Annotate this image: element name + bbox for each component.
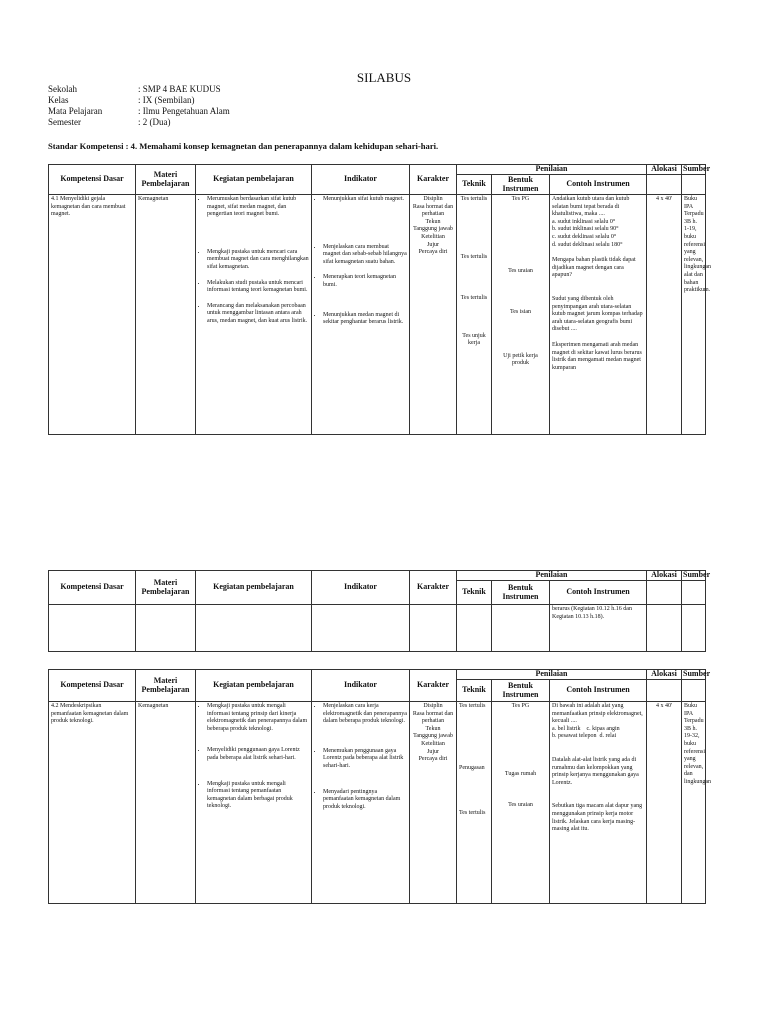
list-item: Sebutkan tiga macam alat dapur yang menggunakan prinsip kerja motor listrik. Jelaskan cara kerja masing-masing alat itu. xyxy=(552,803,643,833)
kd-cell: 4.2 Mendeskripsikan pemanfaatan kemagnetan dalam produk teknologi. xyxy=(49,702,136,904)
header-karakter: Karakter xyxy=(410,165,457,195)
info-value: : 2 (Dua) xyxy=(138,117,171,127)
list-item: Eksperimen mengamati arah medan magnet di sekitar kawat lurus berarus listrik dan mengamati medan magnet kumparan xyxy=(552,341,642,371)
list-item: Tes PG xyxy=(511,703,530,709)
info-subject xyxy=(48,106,348,116)
list-item: • Menyelidiki penggunaan gaya Lorentz pada beberapa alat listrik sehari-hari. xyxy=(207,747,309,762)
syllabus-table-3 xyxy=(48,669,711,904)
list-item: Rasa hormat dan perhatian xyxy=(412,710,454,725)
indikator-cell xyxy=(312,195,410,435)
list-item: Tes tertulis xyxy=(460,295,488,302)
kd-cell: 4.1 Menyelidiki gejala kemagnetan dan cara membuat magnet. xyxy=(49,195,136,435)
header-materi: Materi Pembelajaran xyxy=(136,165,196,195)
list-item: Tes tertulis xyxy=(459,703,486,709)
list-item: Tes tertulis xyxy=(460,253,488,260)
list-item: Ketelitian xyxy=(421,740,445,747)
list-item: Percaya diri xyxy=(418,249,448,256)
header-bentuk: Bentuk Instrumen xyxy=(492,175,550,195)
list-item: Tes uraian xyxy=(508,802,533,809)
empty-cell xyxy=(49,605,136,652)
list-item: Tekun xyxy=(425,218,441,225)
empty-cell xyxy=(647,605,682,652)
syllabus-table-1 xyxy=(48,164,711,435)
header-sumber: Sumber xyxy=(683,570,711,580)
empty-cell xyxy=(196,605,312,652)
list-item: b. pesawat telepon d. relai xyxy=(552,733,617,740)
teknik-cell xyxy=(457,195,492,435)
list-item: • Melakukan studi pustaka untuk mencari informasi tentang teori kemagnetan bumi. xyxy=(207,280,309,295)
header-bentuk: Bentuk Instrumen xyxy=(492,680,550,702)
list-item: • Menemukan penggunaan gaya Lorentz pada beberapa alat listrik sehari-hari. xyxy=(323,748,407,771)
table-row xyxy=(49,605,706,652)
list-item: Rasa hormat dan perhatian xyxy=(412,203,454,218)
empty-cell xyxy=(682,680,706,702)
list-item: Penugasan xyxy=(459,764,485,771)
list-item: • Mengkaji pustaka untuk mencari cara membuat magnet dan cara menghilangkan sifat kemagnetan. xyxy=(207,249,309,272)
empty-cell xyxy=(682,581,706,605)
empty-cell xyxy=(647,175,682,195)
page-title: SILABUS xyxy=(356,70,412,85)
header-penilaian: Penilaian xyxy=(457,571,647,581)
header-indikator: Indikator xyxy=(312,165,410,195)
header-indikator: Indikator xyxy=(312,670,410,702)
info-semester xyxy=(48,117,348,127)
header-teknik: Teknik xyxy=(457,175,492,195)
header-contoh: Contoh Instrumen xyxy=(550,175,647,195)
header-teknik: Teknik xyxy=(457,680,492,702)
table-row xyxy=(49,195,706,435)
indikator-cell xyxy=(312,702,410,904)
header-karakter: Karakter xyxy=(410,571,457,605)
kegiatan-cell xyxy=(196,195,312,435)
header-materi: Materi Pembelajaran xyxy=(136,571,196,605)
list-item: Uji petik kerja produk xyxy=(503,352,538,367)
contoh-cell xyxy=(550,195,647,435)
list-item: • Menunjukkan sifat kutub magnet. xyxy=(323,196,407,204)
header-kd: Kompetensi Dasar xyxy=(49,165,136,195)
materi-cell: Kemagnetan xyxy=(136,195,196,435)
list-item: Ketelitian xyxy=(421,233,445,240)
list-item: Tugas rumah xyxy=(504,770,537,777)
sumber-cell: Buku IPA Terpadu 3B h. 1-19, buku referensi yang relevan, lingkungan alat dan bahan praktikum. xyxy=(682,195,706,435)
empty-cell xyxy=(410,605,457,652)
materi-cell: Kemagnetan xyxy=(136,702,196,904)
list-item: • Mengkaji pustaka untuk mengali informasi tentang pemanfaatan kemagnetan dalam berbagai produk teknologi. xyxy=(207,781,309,811)
list-item: Jujur xyxy=(427,748,439,755)
info-label: Sekolah xyxy=(48,84,77,94)
empty-cell xyxy=(647,581,682,605)
header-sumber: Sumber xyxy=(683,164,711,174)
sumber-cell: Buku IPA Terpadu 3B h. 19-32, buku referensi yang relevan, dan lingkungan xyxy=(682,702,706,904)
info-value: : SMP 4 BAE KUDUS xyxy=(138,84,221,94)
info-label: Semester xyxy=(48,117,81,127)
list-item: Tekun xyxy=(425,725,441,732)
info-label: Mata Pelajaran xyxy=(48,106,103,116)
list-item: Tes tertulis xyxy=(459,810,486,817)
header-kegiatan: Kegiatan pembelajaran xyxy=(196,165,312,195)
list-item: • Merancang dan melaksanakan percobaan untuk menggambar lintasan antara arah arus, medan magnet, dan kuat arus listrik. xyxy=(207,303,309,326)
header-alokasi: Alokasi xyxy=(647,571,682,581)
list-item: • Mengkaji pustaka untuk mengali informasi tentang prinsip dari kinerja elektromagnetik dan penerapannya dalam beberapa produk teknologi. xyxy=(207,703,309,733)
header-alokasi: Alokasi xyxy=(647,670,682,680)
header-alokasi: Alokasi xyxy=(647,165,682,175)
list-item: • Merumuskan berdasarkan sifat kutub magnet, sifat medan magnet, dan pengertian teori magnet bumi. xyxy=(207,196,309,219)
list-item: Disiplin xyxy=(423,196,443,202)
list-item: a. bel listrik c. kipas angin xyxy=(552,725,620,732)
list-item: Jujur xyxy=(427,241,439,248)
header-karakter: Karakter xyxy=(410,670,457,702)
standard-competency: Standar Kompetensi : 4. Memahami konsep kemagnetan dan penerapannya dalam kehidupan sehari-hari. xyxy=(48,141,439,151)
list-item: Tes isian xyxy=(509,309,532,316)
list-item: a. sudut inklinasi selalu 0° xyxy=(552,218,616,225)
bentuk-cell xyxy=(492,702,550,904)
list-item: Tanggung jawab xyxy=(413,733,453,740)
list-item: • Menjelaskan cara kerja elektromagnetik dan penerapannya dalam beberapa produk teknologi. xyxy=(323,703,407,726)
list-item: • Menerapkan teori kemagnetan bumi. xyxy=(323,274,407,289)
list-item: Tes tertulis xyxy=(460,196,488,202)
empty-cell xyxy=(682,175,706,195)
list-item: Tes uraian xyxy=(508,267,533,274)
list-item: Percaya diri xyxy=(418,756,448,763)
empty-cell xyxy=(647,680,682,702)
header-sumber: Sumber xyxy=(683,669,711,679)
list-item: b. sudut inklinasi selalu 90° xyxy=(552,226,619,233)
header-kegiatan: Kegiatan pembelajaran xyxy=(196,571,312,605)
alokasi-cell: 4 x 40' xyxy=(647,702,682,904)
list-item: Datalah alat-alat listrik yang ada di rumahmu dan kelompokkan yang prinsip kerjanya menggunakan gaya Lorentz. xyxy=(552,756,639,786)
list-item: Mengapa bahan plastik tidak dapat dijadikan magnet dengan cara apapun? xyxy=(552,257,636,279)
kegiatan-cell xyxy=(196,702,312,904)
list-item: Tanggung jawab xyxy=(413,226,453,233)
list-item: Di bawah ini adalah alat yang memanfaatkan prinsip elektromagnet, kecuali .... xyxy=(552,703,643,725)
header-materi: Materi Pembelajaran xyxy=(136,670,196,702)
info-school xyxy=(48,84,348,94)
empty-cell xyxy=(312,605,410,652)
karakter-cell xyxy=(410,702,457,904)
header-kd: Kompetensi Dasar xyxy=(49,571,136,605)
header-contoh: Contoh Instrumen xyxy=(550,680,647,702)
header-bentuk: Bentuk Instrumen xyxy=(492,581,550,605)
list-item: Disiplin xyxy=(423,703,443,709)
info-value: : Ilmu Pengetahuan Alam xyxy=(138,106,230,116)
list-item: • Menyadari pentingnya pemanfaatan kemagnetan dalam produk teknologi. xyxy=(323,789,407,812)
empty-cell xyxy=(492,605,550,652)
header-indikator: Indikator xyxy=(312,571,410,605)
header-penilaian: Penilaian xyxy=(457,670,647,680)
list-item: Tes unjuk kerja xyxy=(462,332,486,347)
info-label: Kelas xyxy=(48,95,69,105)
contoh-cell: berarus (Kegiatan 10.12 h.16 dan Kegiatan 10.13 h.18). xyxy=(550,605,647,652)
empty-cell xyxy=(136,605,196,652)
info-class xyxy=(48,95,348,105)
empty-cell xyxy=(682,605,706,652)
table-row xyxy=(49,702,706,904)
list-item: • Menjelaskan cara membuat magnet dan sebab-sebab hilangnya sifat kemagnetan suatu bahan. xyxy=(323,244,407,267)
list-item: d. sudut deklinasi selalu 180° xyxy=(552,241,623,248)
header-kd: Kompetensi Dasar xyxy=(49,670,136,702)
syllabus-table-2 xyxy=(48,570,711,652)
bentuk-cell xyxy=(492,195,550,435)
list-item: Tes PG xyxy=(511,196,530,202)
header-teknik: Teknik xyxy=(457,581,492,605)
header-contoh: Contoh Instrumen xyxy=(550,581,647,605)
teknik-cell xyxy=(457,702,492,904)
info-value: : IX (Sembilan) xyxy=(138,95,195,105)
list-item: • Menunjukkan medan magnet di sekitar penghantar berarus listrik. xyxy=(323,312,407,327)
karakter-cell xyxy=(410,195,457,435)
contoh-cell xyxy=(550,702,647,904)
empty-cell xyxy=(457,605,492,652)
header-kegiatan: Kegiatan pembelajaran xyxy=(196,670,312,702)
list-item: c. sudut deklinasi selalu 0° xyxy=(552,233,617,240)
list-item: Sudut yang dibentuk oleh penyimpangan arah utara-selatan kutub magnet jarum kompas terhadap arah utara-selatan geografis bumi disebut .... xyxy=(552,295,643,333)
list-item: Andaikan kutub utara dan kutub selatan bumi tepat berada di khatulistiwa, maka .... xyxy=(552,196,630,218)
alokasi-cell: 4 x 40' xyxy=(647,195,682,435)
header-penilaian: Penilaian xyxy=(457,165,647,175)
